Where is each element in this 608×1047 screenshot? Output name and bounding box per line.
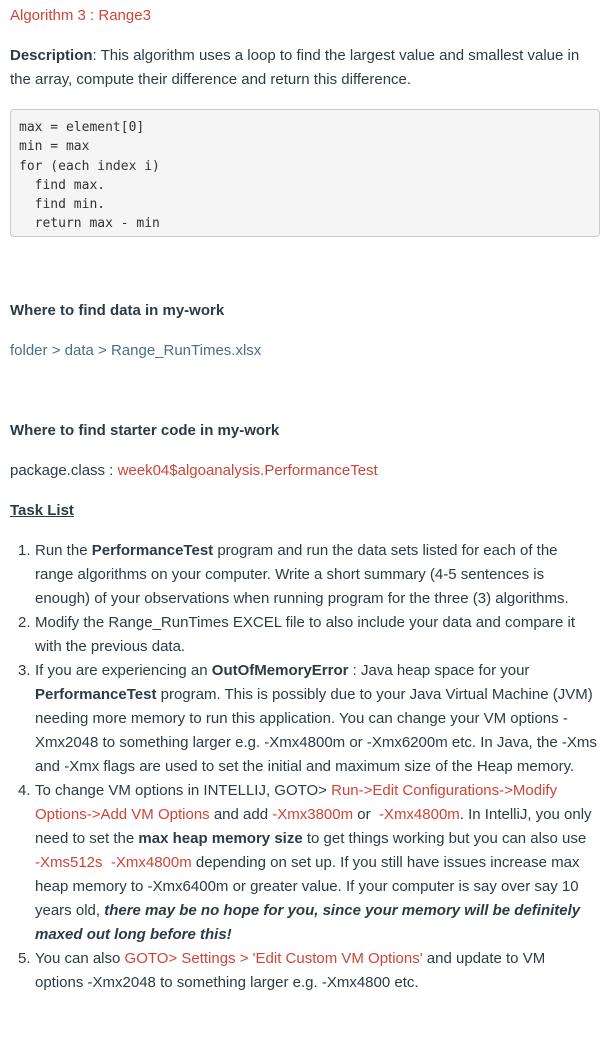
vm-option: -Xms512s -Xmx4800m (35, 854, 192, 871)
crumb-separator: > (98, 342, 107, 359)
description-label: Description (10, 47, 93, 64)
task-item-4 (35, 779, 597, 947)
breadcrumb (10, 339, 261, 363)
task-text: or (353, 806, 379, 823)
task-text: and update to VM options -Xmx2048 to something larger e.g. -Xmx4800 etc. (35, 950, 546, 991)
task-text: : Java heap space for your (348, 662, 530, 679)
task-list-heading: Task List (10, 502, 74, 519)
code-line: min = max (19, 139, 90, 155)
task-text: If you are experiencing an (35, 662, 212, 679)
vm-option: -Xmx4800m (378, 806, 460, 823)
page-title: Algorithm 3 : Range3 (10, 7, 151, 24)
description (10, 44, 600, 92)
task-text: To change VM options in INTELLIJ, GOTO> (35, 782, 332, 799)
task-text: to get things working but you can also use (302, 830, 587, 847)
warning-text: there may be no hope for you, since your memory will be definitely maxed out long before this! (35, 902, 581, 943)
package-class-label: package.class : (10, 462, 114, 479)
crumb-file[interactable]: Range_RunTimes.xlsx (110, 342, 262, 359)
task-text: program and run the data sets listed for each of the range algorithms on your computer. Write a short summary (4-5 sentences is enough) of your observations when running program for the three (3) algorithms. (35, 542, 569, 607)
package-class-value: week04$algoanalysis.PerformanceTest (117, 462, 378, 479)
task-item-2 (35, 611, 597, 659)
task-text: Run the (35, 542, 92, 559)
data-location-heading: Where to find data in my-work (10, 302, 225, 319)
task-text: and add (209, 806, 273, 823)
task-item-1 (35, 539, 597, 611)
code-line: find max. (19, 177, 106, 193)
error-name: OutOfMemoryError (211, 662, 349, 679)
code-line: find min. (19, 197, 106, 213)
description-text: : This algorithm uses a loop to find the largest value and smallest value in the array, compute their difference and return this difference. (10, 47, 580, 88)
menu-path: Run->Edit Configurations->Modify Options->Add VM Options (35, 782, 558, 823)
menu-path: GOTO> Settings > 'Edit Custom VM Options' (124, 950, 423, 967)
vm-option: -Xmx3800m (272, 806, 354, 823)
crumb-data[interactable]: data (64, 342, 94, 359)
starter-code-heading: Where to find starter code in my-work (10, 422, 280, 439)
task-bold: PerformanceTest (35, 686, 157, 703)
task-bold: PerformanceTest (91, 542, 214, 559)
task-text: You can also (35, 950, 125, 967)
code-line: for (each index i) (19, 158, 160, 174)
task-text: Modify the Range_RunTimes EXCEL file to also include your data and compare it with the previous data. (35, 614, 576, 655)
task-item-3 (35, 659, 597, 779)
pseudocode-block (10, 109, 600, 237)
crumb-separator: > (51, 342, 61, 359)
task-text: program. This is possibly due to your Java Virtual Machine (JVM) needing more memory to run this application. You can change your VM options -Xmx2048 to something larger e.g. -Xmx4800m or -Xmx6200m etc. In Java, the -Xms and -Xmx flags are used to set the initial and maximum size of the Heap memory. (35, 686, 597, 775)
task-text: depending on set up. If you still have issues increase max heap memory to -Xmx6400m or greater value. If your computer is say over say 10 years old, (35, 854, 580, 919)
code-line: return max - min (19, 216, 160, 232)
package-class-line (10, 459, 378, 483)
task-item-5 (35, 947, 597, 995)
task-list (0, 539, 597, 995)
crumb-folder[interactable]: folder (10, 342, 48, 359)
task-bold: max heap memory size (138, 830, 303, 847)
code-line: max = element[0] (19, 120, 145, 135)
task-text: . In IntelliJ, you only need to set the (35, 806, 592, 847)
